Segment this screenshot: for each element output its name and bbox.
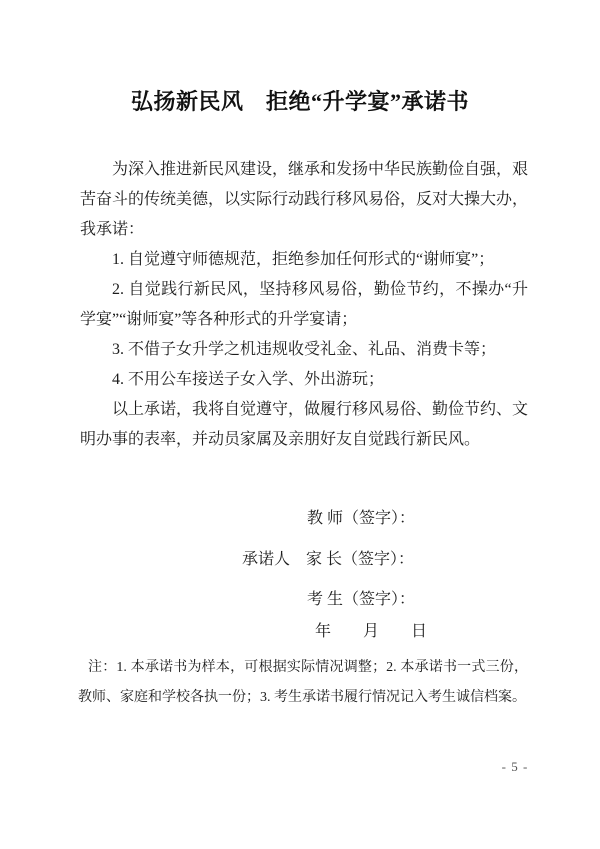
body-text	[80, 155, 528, 455]
commitment-item-4: 4. 不用公车接送子女入学、外出游玩；	[112, 371, 385, 388]
page-title: 弘扬新民风 拒绝“升学宴”承诺书	[130, 89, 469, 114]
commitment-item-3: 3. 不借子女升学之机违规收受礼金、礼品、消费卡等；	[112, 341, 497, 358]
intro-paragraph: 为深入推进新民风建设，继承和发扬中华民族勤俭自强，艰苦奋斗的传统美德，以实际行动践行移风易俗，反对大操大办，我承诺：	[80, 161, 529, 238]
page-number: - 5 -	[501, 759, 529, 774]
commitment-item-1: 1. 自觉遵守师德规范，拒绝参加任何形式的“谢师宴”；	[112, 251, 495, 268]
closing-paragraph: 以上承诺，我将自觉遵守，做履行移风易俗、勤俭节约、文明办事的表率，并动员家属及亲朋好友自觉践行新民风。	[80, 401, 529, 448]
student-signature-line: 考 生（签字）：	[307, 591, 416, 608]
teacher-signature-line: 教 师（签字）：	[307, 510, 416, 527]
commitment-item-2: 2. 自觉践行新民风，坚持移风易俗，勤俭节约，不操办“升学宴”“谢师宴”等各种形式的升学宴请；	[80, 281, 528, 328]
date-line: 年 月 日	[315, 623, 428, 640]
parent-signature-line: 承诺人 家 长（签字）：	[242, 551, 415, 568]
note-text: 注：1. 本承诺书为样本，可根据实际情况调整；2. 本承诺书一式三份，教师、家庭和学校各执一份；3. 考生承诺书履行情况记入考生诚信档案。	[78, 660, 528, 705]
